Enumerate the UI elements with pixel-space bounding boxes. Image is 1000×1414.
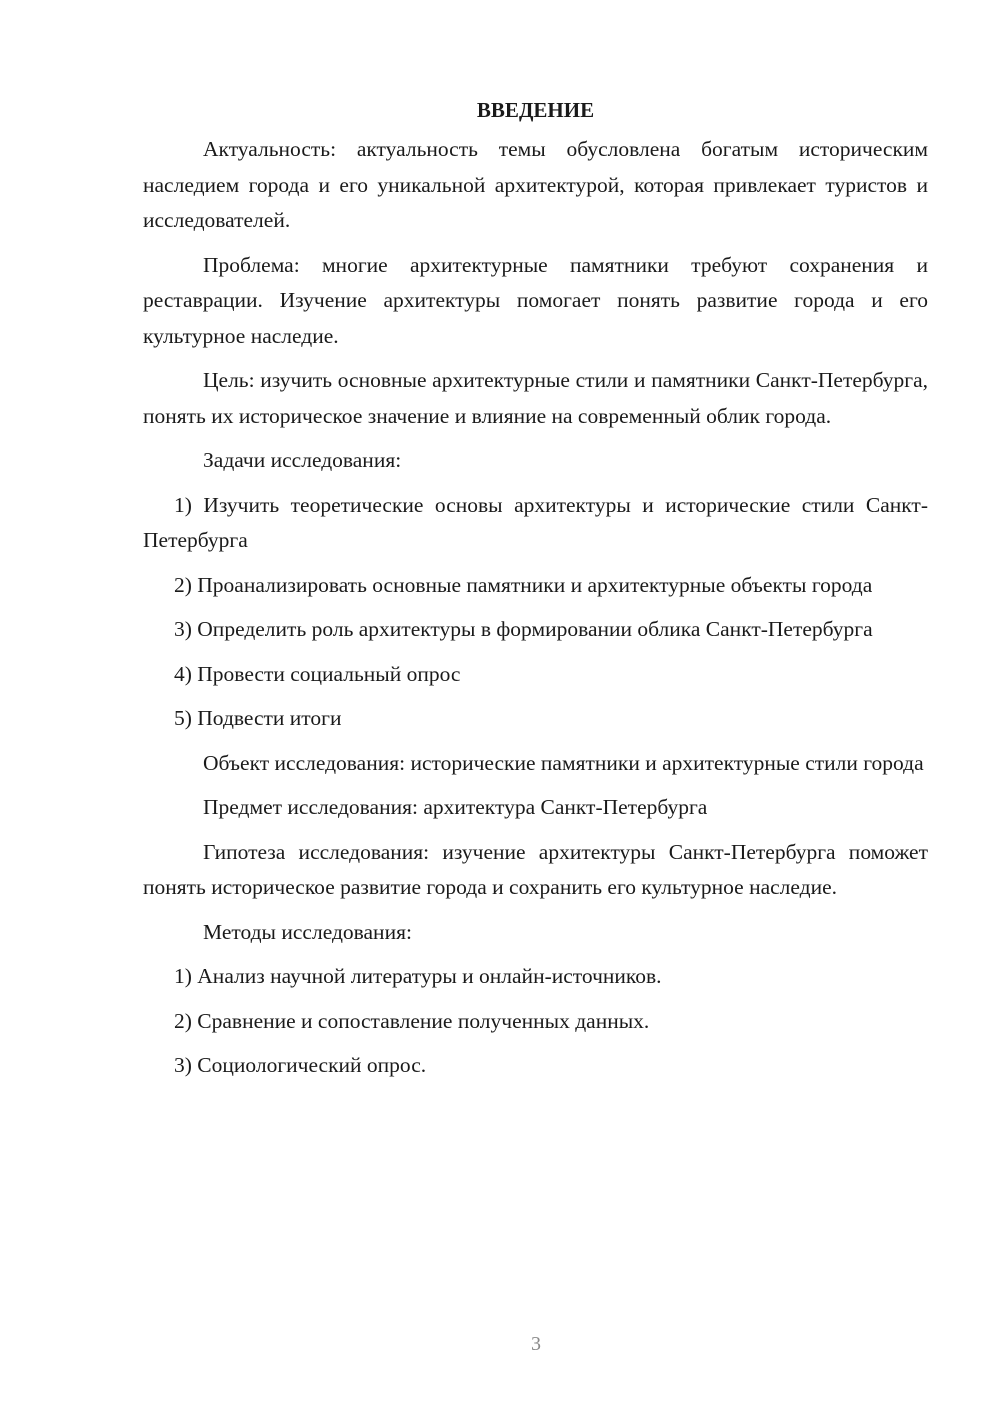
- task-item-1: 1) Изучить теоретические основы архитектуры и исторические стили Санкт-Петербурга: [143, 492, 928, 552]
- problem-paragraph: Проблема: многие архитектурные памятники требуют сохранения и реставрации. Изучение архитектуры помогает понять развитие города и его культурное наследие.: [143, 252, 928, 348]
- page-title: ВВЕДЕНИЕ: [476, 98, 595, 122]
- document-page: [143, 92, 928, 1093]
- task-item-4: 4) Провести социальный опрос: [174, 661, 461, 686]
- subject-paragraph: Предмет исследования: архитектура Санкт-Петербурга: [203, 795, 708, 819]
- object-paragraph: Объект исследования: исторические памятники и архитектурные стили города: [203, 750, 924, 775]
- methods-heading: Методы исследования:: [203, 919, 412, 944]
- tasks-heading: Задачи исследования:: [203, 448, 402, 472]
- page-number: 3: [531, 1333, 541, 1355]
- hypothesis-paragraph: Гипотеза исследования: изучение архитектуры Санкт-Петербурга поможет понять историческое развитие города и сохранить его культурное наследие.: [143, 839, 928, 899]
- method-item-3: 3) Социологический опрос.: [174, 1053, 427, 1077]
- task-item-2: 2) Проанализировать основные памятники и архитектурные объекты города: [174, 572, 873, 597]
- task-item-3: 3) Определить роль архитектуры в формировании облика Санкт-Петербурга: [174, 617, 873, 641]
- method-item-1: 1) Анализ научной литературы и онлайн-источников.: [174, 964, 662, 988]
- task-item-5: 5) Подвести итоги: [174, 706, 342, 730]
- method-item-2: 2) Сравнение и сопоставление полученных данных.: [174, 1008, 650, 1033]
- relevance-paragraph: Актуальность: актуальность темы обусловлена богатым историческим наследием города и его уникальной архитектурой, которая привлекает туристов и исследователей.: [143, 137, 928, 232]
- goal-paragraph: Цель: изучить основные архитектурные стили и памятники Санкт-Петербурга, понять их историческое значение и влияние на современный облик города.: [143, 368, 928, 428]
